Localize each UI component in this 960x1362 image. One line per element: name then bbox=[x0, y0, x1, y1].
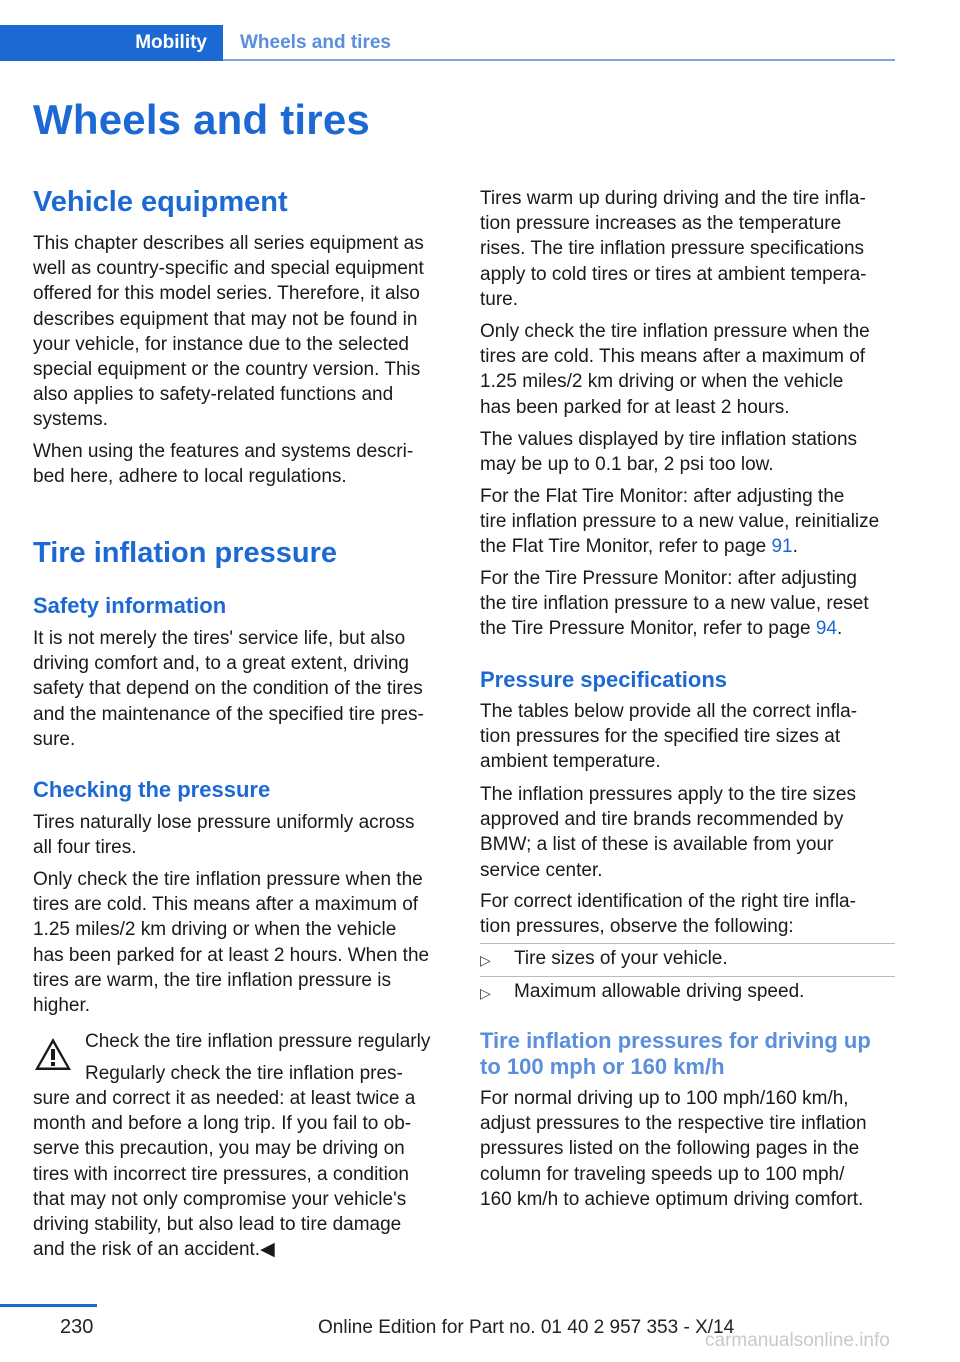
warning-triangle-icon bbox=[33, 1036, 73, 1072]
chapter-tab: Wheels and tires bbox=[240, 32, 391, 53]
page-title: Wheels and tires bbox=[33, 96, 370, 143]
triangle-bullet-icon: ▷ bbox=[480, 985, 491, 1001]
checking-paragraph-2: Only check the tire inflation pressure when the tires are cold. This means after a maximum of 1.25 miles/2 km driving or when the vehicle has been parked for at least 2 hours. When the tires are warm, the tire inflation pressure is higher. bbox=[33, 869, 430, 1017]
right-paragraph-8: For correct identification of the right tire infla‐ tion pressures, observe the following: bbox=[480, 891, 856, 938]
right-paragraph-5: For the Tire Pressure Monitor: after adjusting the tire inflation pressure to a new value, reset the Tire Pressure Monitor, refer to page 94. bbox=[480, 568, 869, 640]
right-paragraph-2: Only check the tire inflation pressure when the tires are cold. This means after a maximum of 1.25 miles/2 km driving or when the vehicle has been parked for at least 2 hours. bbox=[480, 321, 870, 418]
safety-paragraph: It is not merely the tires' service life, but also driving comfort and, to a great extent, driving safety that depend on the condition of the tires and the maintenance of the specified tire pres‐ sure. bbox=[33, 628, 424, 750]
edition-note: Online Edition for Part no. 01 40 2 957 353 - X/14 bbox=[318, 1317, 735, 1338]
vehicle-equipment-paragraph-1: This chapter describes all series equipment as well as country-specific and special equipment offered for this model series. Therefore, it also describes equipment that may not be found in your vehicle, for instance due to the selected special equipment or the country version. This also applies to safety-related functions and systems. bbox=[33, 233, 424, 431]
page-reference-link[interactable]: 91 bbox=[771, 536, 793, 558]
checking-paragraph-1: Tires naturally lose pressure uniformly across all four tires. bbox=[33, 812, 415, 859]
heading-safety-information: Safety information bbox=[33, 593, 227, 618]
heading-pressure-specifications: Pressure specifications bbox=[480, 667, 728, 692]
heading-speed-pressures: Tire inflation pressures for driving up to 100 mph or 160 km/h bbox=[480, 1028, 871, 1079]
right-paragraph-4: For the Flat Tire Monitor: after adjusting the tire inflation pressure to a new value, reinitialize the Flat Tire Monitor, refer to page 91. bbox=[480, 486, 880, 558]
right-paragraph-9: For normal driving up to 100 mph/160 km/h, adjust pressures to the respective tire inflation pressures listed on the following pages in the column for traveling speeds up to 100 mph/ 160 km/h to achieve optimum driving comfort. bbox=[480, 1088, 867, 1210]
right-paragraph-3: The values displayed by tire inflation stations may be up to 0.1 bar, 2 psi too low. bbox=[480, 429, 858, 476]
warning-first-line: Regularly check the tire inflation pres‐ bbox=[85, 1063, 403, 1084]
warning-body: sure and correct it as needed: at least twice a month and before a long trip. If you fail to ob‐ serve this precaution, you may be driving on tires with incorrect tire pressures, a condition that may not only compromise your vehicle's driving stability, but also lead to tire damage and the risk of an accident.◀ bbox=[33, 1088, 416, 1261]
list-separator bbox=[480, 976, 895, 977]
page-number: 230 bbox=[60, 1316, 94, 1338]
footer-rule bbox=[0, 1304, 97, 1307]
list-separator bbox=[480, 943, 895, 944]
heading-tire-inflation-pressure: Tire inflation pressure bbox=[33, 537, 338, 569]
right-paragraph-7: The inflation pressures apply to the tire sizes approved and tire brands recommended by BMW; a list of these is available from your service center. bbox=[480, 784, 856, 881]
section-tab: Mobility bbox=[0, 25, 223, 61]
heading-vehicle-equipment: Vehicle equipment bbox=[33, 186, 288, 218]
right-paragraph-1: Tires warm up during driving and the tire infla‐ tion pressure increases as the temperature rises. The tire inflation pressure specifications apply to cold tires or tires at ambient tempera‐ ture. bbox=[480, 188, 867, 310]
heading-checking-pressure: Checking the pressure bbox=[33, 777, 271, 802]
page-reference-link[interactable]: 94 bbox=[815, 618, 837, 640]
page-header bbox=[0, 25, 895, 61]
triangle-bullet-icon: ▷ bbox=[480, 952, 491, 968]
warning-title: Check the tire inflation pressure regularly bbox=[85, 1031, 431, 1052]
watermark: carmanualsonline.info bbox=[705, 1330, 890, 1351]
right-paragraph-6: The tables below provide all the correct infla‐ tion pressures for the specified tire sizes at ambient temperature. bbox=[480, 701, 858, 773]
header-rule bbox=[223, 59, 895, 61]
vehicle-equipment-paragraph-2: When using the features and systems descri‐ bed here, adhere to local regulations. bbox=[33, 441, 414, 488]
